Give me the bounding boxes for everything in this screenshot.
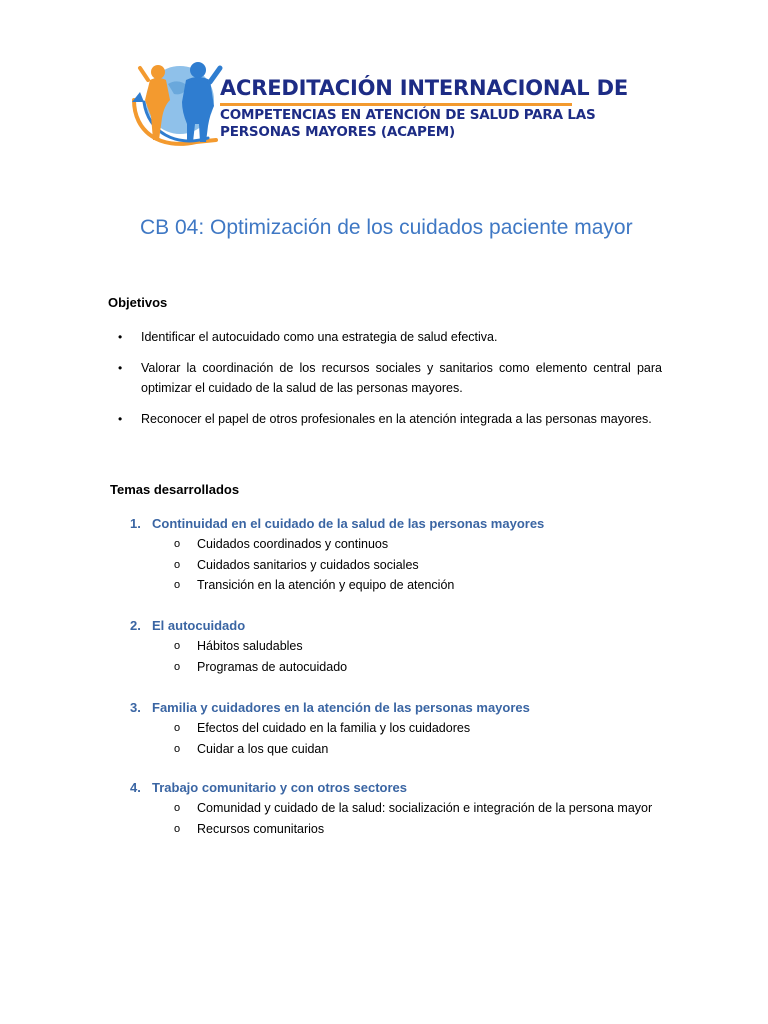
- circle-bullet-icon: o: [174, 722, 181, 734]
- subtopic-list: [130, 636, 347, 677]
- subtopic-item: [130, 819, 652, 840]
- topic-title: [130, 778, 652, 798]
- circle-bullet-icon: o: [174, 538, 181, 550]
- document-title: CB 04: Optimización de los cuidados paciente mayor: [140, 216, 633, 239]
- topic-number: 2.: [130, 618, 141, 633]
- topic-title: [130, 698, 530, 718]
- topic-number: 3.: [130, 700, 141, 715]
- subtopic-item: [130, 636, 347, 657]
- circle-bullet-icon: o: [174, 822, 181, 835]
- subtopic-text: Programas de autocuidado: [197, 659, 348, 674]
- circle-bullet-icon: o: [174, 742, 181, 755]
- subtopic-item: [130, 575, 544, 596]
- subtopic-item: [130, 555, 544, 576]
- bullet-icon: •: [118, 412, 123, 426]
- logo-line-1: ACREDITACIÓN INTERNACIONAL DE: [220, 76, 628, 100]
- circle-bullet-icon: o: [174, 802, 181, 814]
- topic-2: [130, 616, 347, 677]
- subtopic-item: [130, 657, 347, 678]
- topic-title: [130, 616, 347, 636]
- logo-line-2: COMPETENCIAS EN ATENCIÓN DE SALUD PARA LAS: [220, 107, 596, 123]
- subtopic-text: Efectos del cuidado en la familia y los cuidadores: [197, 721, 471, 735]
- subtopic-item: [130, 534, 544, 555]
- topic-number: 1.: [130, 516, 141, 531]
- subtopic-text: Cuidados coordinados y continuos: [197, 537, 389, 551]
- topic-title-text: Trabajo comunitario y con otros sectores: [152, 780, 408, 795]
- arrow-head-icon: [132, 92, 144, 102]
- subtopic-list: [130, 718, 530, 759]
- topic-title-text: Familia y cuidadores en la atención de las personas mayores: [152, 700, 530, 715]
- subtopic-item: [130, 739, 530, 760]
- objective-text: Reconocer el papel de otros profesionales en la atención integrada a las personas mayores.: [141, 412, 652, 426]
- circle-bullet-icon: o: [174, 579, 181, 591]
- objective-item: [118, 358, 662, 398]
- logo-text: [220, 76, 628, 140]
- objective-text: Identificar el autocuidado como una estrategia de salud efectiva.: [141, 330, 498, 344]
- topic-title: [130, 514, 544, 534]
- logo-orange-bar: [220, 103, 572, 106]
- logo-emblem: [130, 58, 230, 158]
- subtopic-list: [130, 534, 544, 596]
- subtopic-text: Recursos comunitarios: [197, 821, 325, 836]
- bullet-icon: •: [118, 361, 123, 375]
- circle-bullet-icon: o: [174, 640, 181, 652]
- logo-line-3: PERSONAS MAYORES (ACAPEM): [220, 124, 455, 140]
- topic-title-text: El autocuidado: [152, 618, 246, 633]
- topic-title-text: Continuidad en el cuidado de la salud de las personas mayores: [152, 516, 545, 531]
- subtopic-list: [130, 798, 652, 839]
- subtopic-text: Hábitos saludables: [197, 639, 303, 653]
- bullet-icon: •: [118, 330, 123, 344]
- subtopic-item: [130, 798, 652, 819]
- circle-bullet-icon: o: [174, 660, 181, 673]
- subtopic-text: Comunidad y cuidado de la salud: socialización e integración de la persona mayor: [197, 801, 653, 815]
- topic-3: [130, 698, 530, 759]
- objective-item: [118, 327, 662, 347]
- subtopic-text: Transición en la atención y equipo de atención: [197, 578, 455, 592]
- topics-heading: Temas desarrollados: [110, 482, 240, 497]
- topic-1: [130, 514, 544, 596]
- objective-text: Valorar la coordinación de los recursos sociales y sanitarios como elemento central para optimizar el cuidado de la salud de las personas mayores.: [141, 361, 662, 395]
- subtopic-item: [130, 718, 530, 739]
- circle-bullet-icon: o: [174, 558, 181, 571]
- subtopic-text: Cuidados sanitarios y cuidados sociales: [197, 557, 419, 572]
- objectives-list: [118, 327, 662, 429]
- topic-4: [130, 778, 652, 839]
- objective-item: [118, 409, 662, 429]
- objectives-heading: Objetivos: [108, 295, 168, 310]
- subtopic-text: Cuidar a los que cuidan: [197, 741, 329, 756]
- topic-number: 4.: [130, 780, 141, 795]
